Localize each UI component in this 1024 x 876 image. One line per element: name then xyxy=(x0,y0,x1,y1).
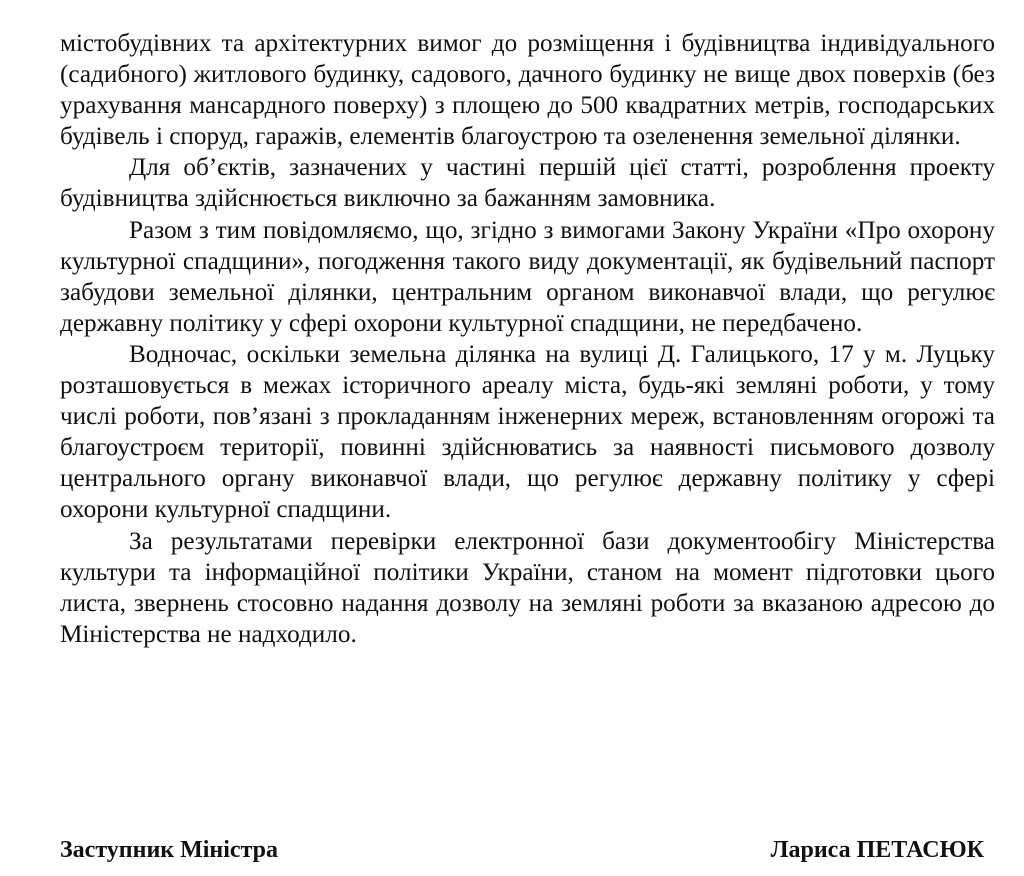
paragraph-requirements: містобудівних та архітектурних вимог до розміщення і будівництва індивідуального (садибного) житлового будинку, садового, дачного будинку не вище двох поверхів (без урахування мансардного поверху) з площею до 500 квадратних метрів, господарських будівель і споруд, гаражів, елементів благоустрою та озеленення земельної ділянки. xyxy=(60,30,995,151)
paragraph-historic-area: Водночас, оскільки земельна ділянка на вулиці Д. Галицького, 17 у м. Луцьку розташовується в межах історичного ареалу міста, будь-які земляні роботи, у тому числі роботи, пов’язані з прокладанням інженерних мереж, встановленням огорожі та благоустроєм території, повинні здійснюватись за наявності письмового дозволу центрального органу виконавчої влади, що регулює державну політику у сфері охорони культурної спадщини. xyxy=(60,340,995,524)
signatory-position: Заступник Міністра xyxy=(60,837,279,863)
signatory-name: Лариса ПЕТАСЮК xyxy=(770,837,984,863)
paragraph-heritage-law: Разом з тим повідомляємо, що, згідно з вимогами Закону України «Про охорону культурної спадщини», погодження такого виду документації, як будівельний паспорт забудови земельної ділянки, центральним органом виконавчої влади, що регулює державну політику у сфері охорони культурної спадщини, не передбачено. xyxy=(60,216,995,337)
paragraph-design-optional: Для об’єктів, зазначених у частині першій цієї статті, розроблення проекту будівництва здійснюється виключно за бажанням замовника. xyxy=(60,154,995,213)
paragraph-database-check: За результатами перевірки електронної бази документообігу Міністерства культури та інформаційної політики України, станом на момент підготовки цього листа, звернень стосовно надання дозволу на земляні роботи за вказаною адресою до Міністерства не надходило. xyxy=(60,527,995,648)
letter-body xyxy=(60,28,995,650)
